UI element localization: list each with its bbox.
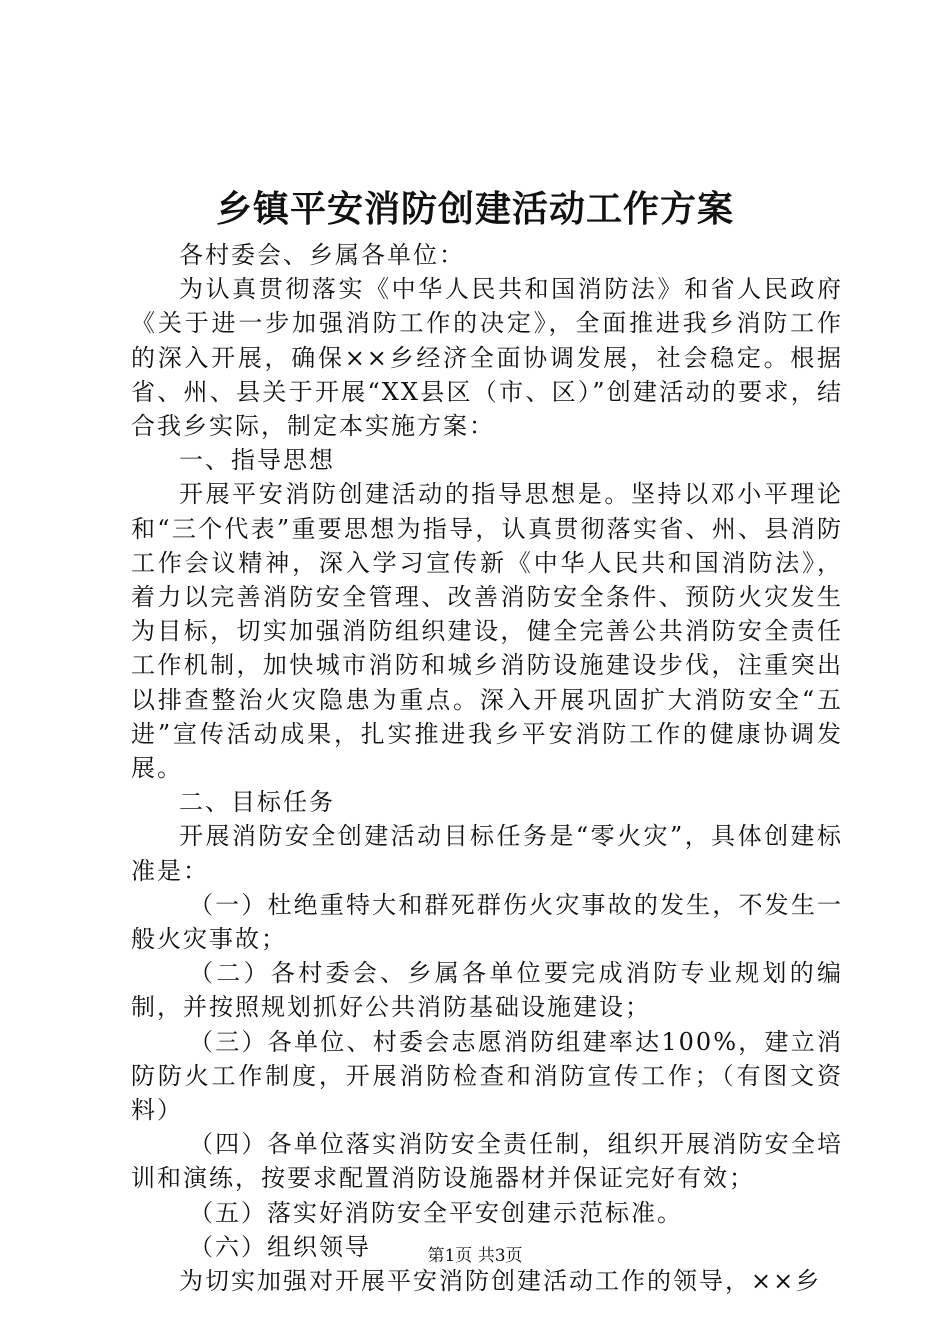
paragraph-guiding-ideology: 开展平安消防创建活动的指导思想是。坚持以邓小平理论和“三个代表”重要思想为指导，认真贯彻落实省、州、县消防工作会议精神，深入学习宣传新《中华人民共和国消防法》，着力以完善消防安全管理、改善消防安全条件、预防火灾发生为目标，切实加强消防组织建设，健全完善公共消防安全责任工作机制，加快城市消防和城乡消防设施建设步伐，注重突出以排查整治火灾隐患为重点。深入开展巩固扩大消防安全“五进”宣传活动成果，扎实推进我乡平安消防工作的健康协调发展。 — [131, 480, 843, 783]
list-item-4: （四）各单位落实消防安全责任制，组织开展消防安全培训和演练，按要求配置消防设施器材并保证完好有效； — [131, 1130, 843, 1193]
heading-goals-tasks: 二、目标任务 — [179, 788, 335, 817]
paragraph-salutation: 各村委会、乡属各单位： — [179, 241, 465, 269]
paragraph-intro: 为认真贯彻落实《中华人民共和国消防法》和省人民政府《关于进一步加强消防工作的决定》，全面推进我乡消防工作的深入开展，确保××乡经济全面协调发展，社会稳定。根据省、州、县关于开展“XX县区（市、区）”创建活动的要求，结合我乡实际，制定本实施方案： — [131, 275, 843, 441]
list-item-5: （五）落实好消防安全平安创建示范标准。 — [189, 1198, 683, 1227]
page-footer: 第1页 共3页 — [427, 1246, 523, 1266]
list-item-3: （三）各单位、村委会志愿消防组建率达100%，建立消防防火工作制度，开展消防检查和消防宣传工作；（有图文资料） — [131, 1027, 843, 1125]
document-body — [131, 238, 843, 1298]
paragraph-goals-tasks: 开展消防安全创建活动目标任务是“零火灾”，具体创建标准是： — [131, 822, 843, 885]
paragraph-organization: 为切实加强对开展平安消防创建活动工作的领导，××乡 — [179, 1267, 822, 1296]
list-item-2: （二）各村委会、乡属各单位要完成消防专业规划的编制，并按照规划抓好公共消防基础设施建设； — [131, 959, 843, 1022]
heading-guiding-ideology: 一、指导思想 — [179, 446, 335, 475]
list-item-1: （一）杜绝重特大和群死群伤火灾事故的发生，不发生一般火灾事故； — [131, 890, 843, 954]
list-item-6: （六）组织领导 — [189, 1232, 371, 1261]
document-title: 乡镇平安消防创建活动工作方案 — [215, 188, 734, 230]
